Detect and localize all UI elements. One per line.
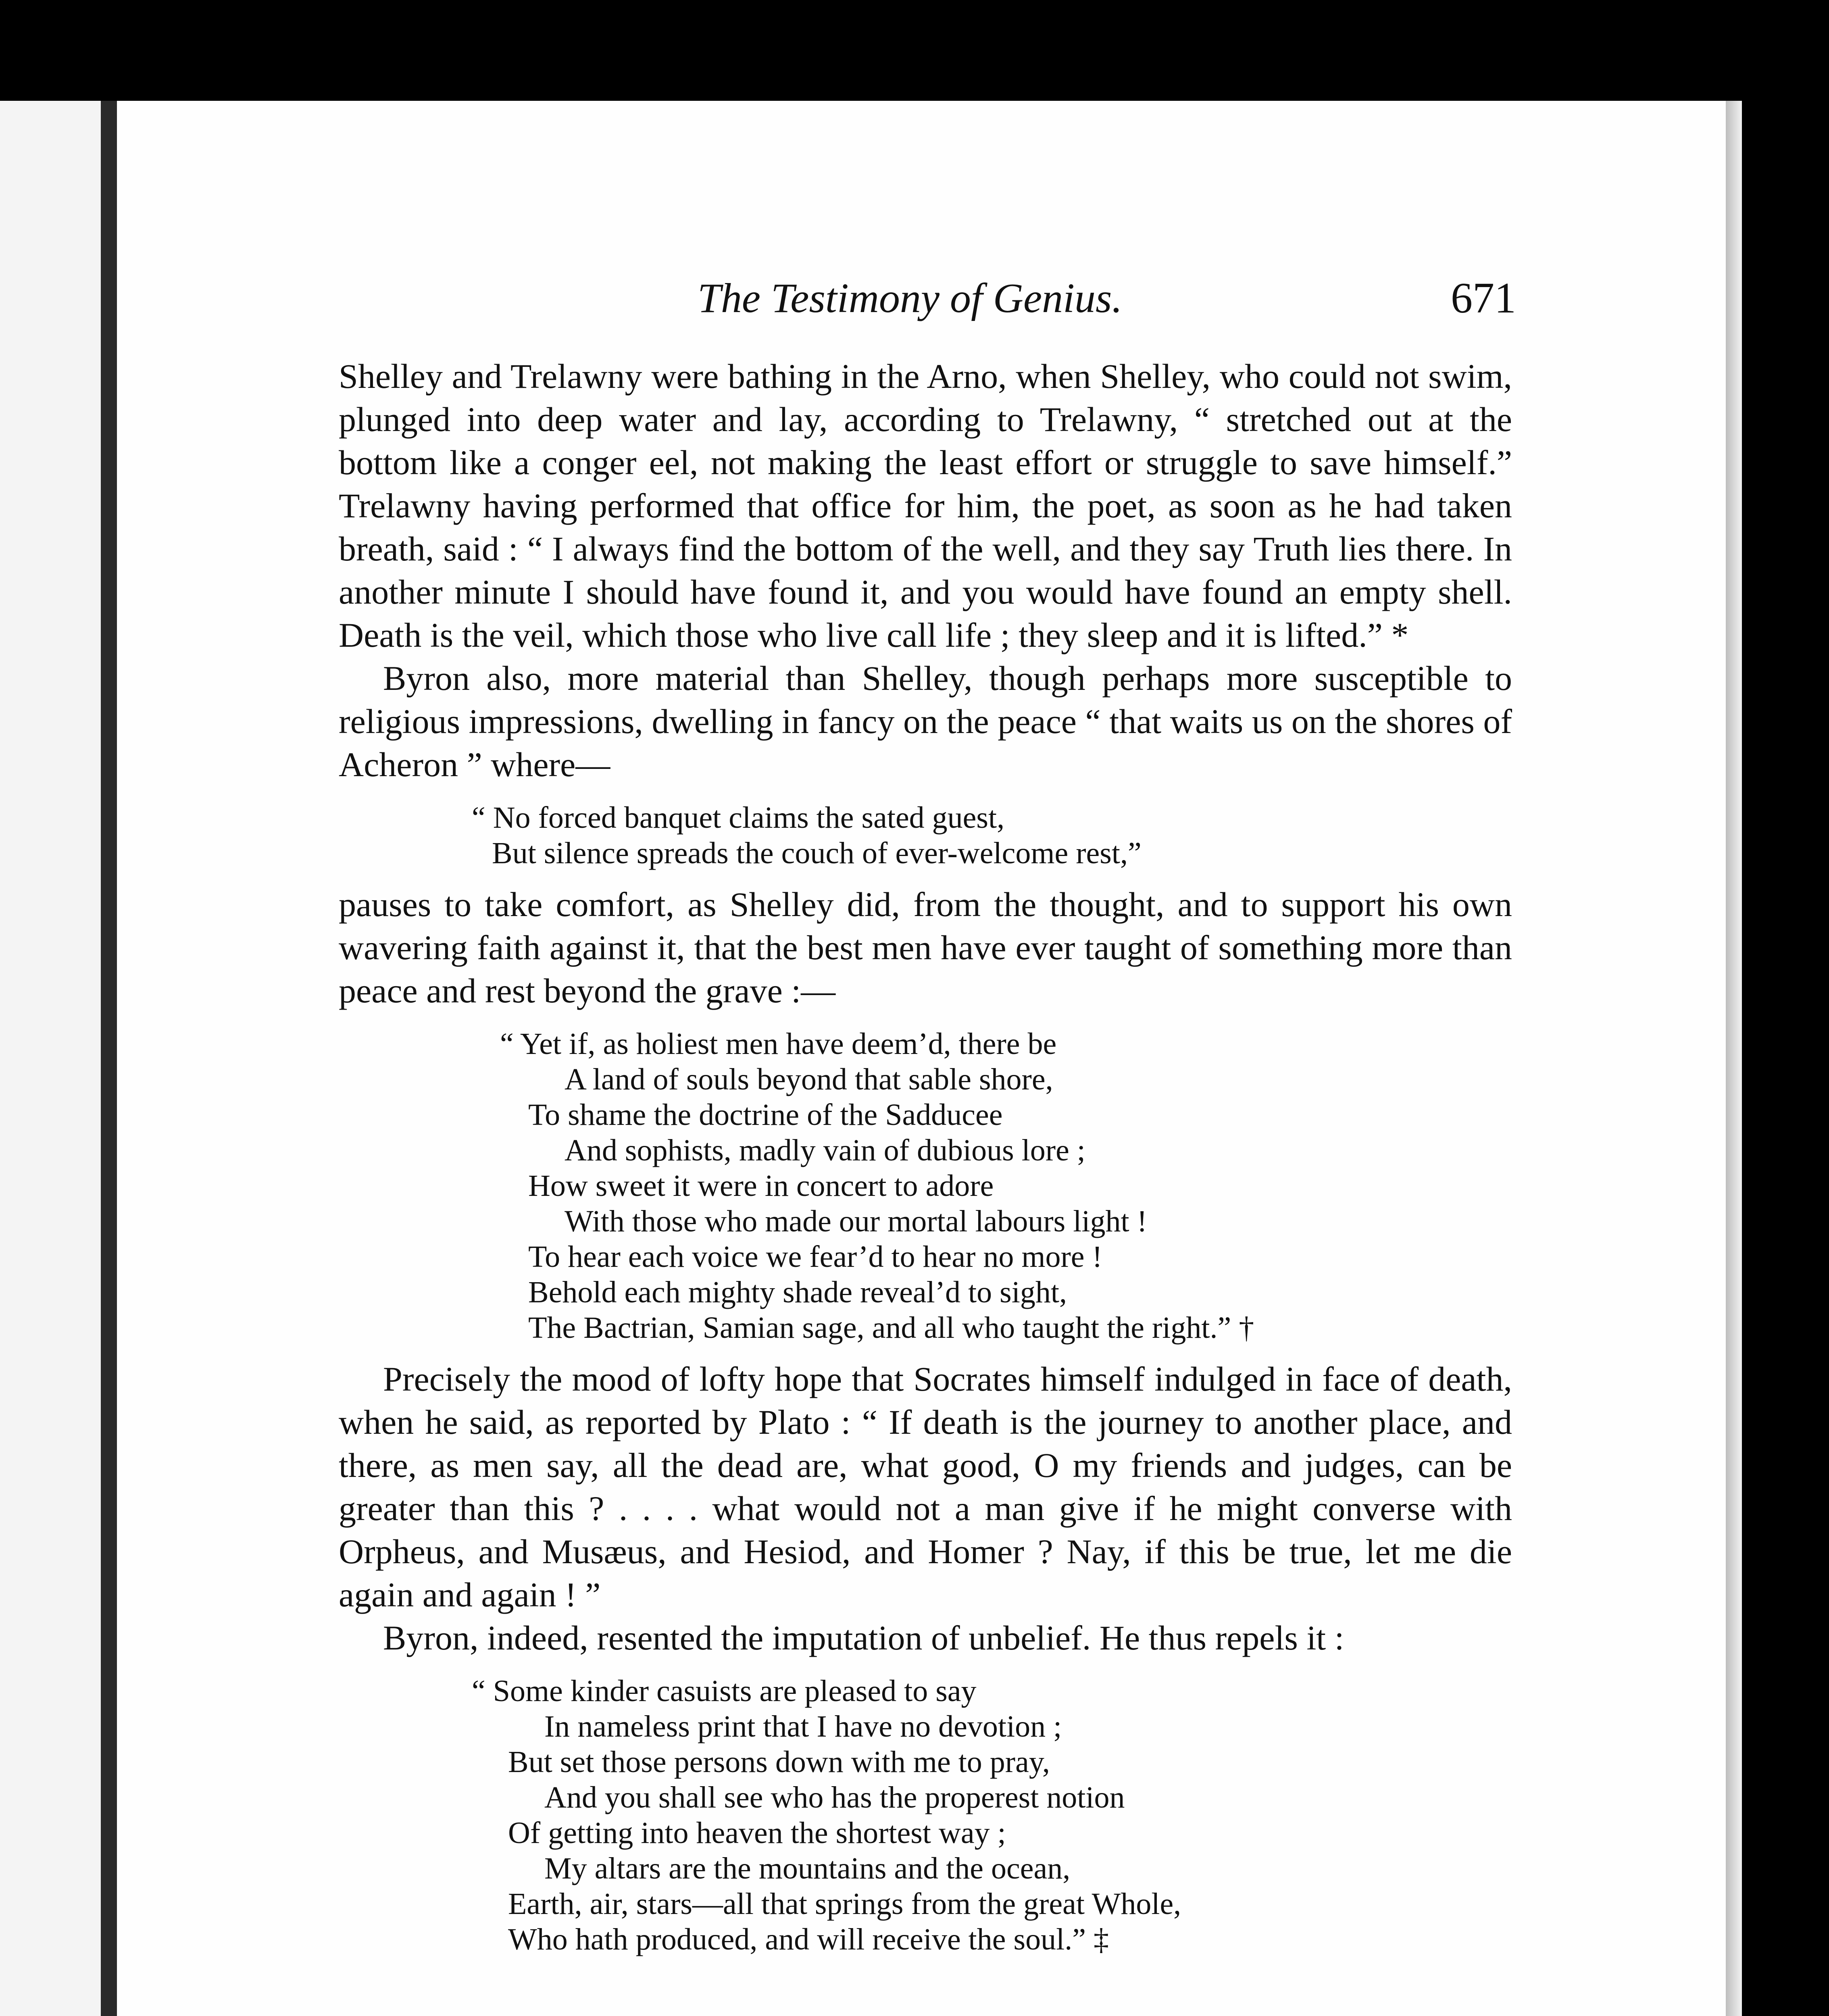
paragraph: Shelley and Trelawny were bathing in the Arno, when Shelley, who could not swim, plunged into deep water and lay, according to Trelawny, “ stretched out at the bottom like a conger eel, not making the least effort or struggle to save himself.” Trelawny having performed that office for him, the poet, as soon as he had taken breath, said : “ I always find the bottom of the well, and they say Truth lies there. In another minute I should have found it, and you would have found an empty shell. Death is the veil, which those who live call life ; they sleep and it is lifted.” * (339, 357, 1512, 654)
verse-line: And sophists, madly vain of dubious lore ; (565, 1133, 1085, 1167)
verse-line: Behold each mighty shade reveal’d to sight, (528, 1275, 1067, 1309)
verse-line: The Bactrian, Samian sage, and all who taught the right.” † (528, 1311, 1254, 1345)
verse-line: My altars are the mountains and the ocean, (544, 1851, 1071, 1885)
running-title: The Testimony of Genius. (698, 275, 1123, 321)
paragraph: Precisely the mood of lofty hope that Socrates himself indulged in face of death, when he said, as reported by Plato : “ If death is the journey to another place, and there, as men say, all the dead are, what good, O my friends and judges, can be greater than this ? . . . . what would not a man give if he might converse with Orpheus, and Musæus, and Hesiod, and Homer ? Nay, if this be true, let me die again and again ! ” (339, 1360, 1512, 1614)
verse-line: To shame the doctrine of the Sadducee (528, 1098, 1003, 1132)
page-header (581, 266, 1516, 331)
verse-line: But set those persons down with me to pray, (508, 1745, 1050, 1779)
verse-line: And you shall see who has the properest notion (544, 1781, 1125, 1814)
verse-line: “ Yet if, as holiest men have deem’d, there be (500, 1027, 1057, 1061)
verse-line: How sweet it were in concert to adore (528, 1169, 994, 1203)
verse-line: With those who made our mortal labours light ! (565, 1204, 1147, 1238)
verse-quote (500, 1026, 1512, 1345)
verse-quote (472, 800, 1512, 871)
verse-line: “ No forced banquet claims the sated guest, (472, 801, 1005, 835)
verse-line: But silence spreads the couch of ever-welcome rest,” (492, 836, 1142, 870)
verse-quote (472, 1673, 1512, 1957)
page-number: 671 (1451, 274, 1516, 322)
body-text (339, 355, 1512, 1957)
paragraph: pauses to take comfort, as Shelley did, from the thought, and to support his own wavering faith against it, that the best men have ever taught of something more than peace and rest beyond the grave :— (339, 885, 1512, 1010)
book-gutter (101, 101, 117, 2016)
verse-line: A land of souls beyond that sable shore, (565, 1062, 1053, 1096)
verse-line: “ Some kinder casuists are pleased to say (472, 1674, 977, 1708)
verse-line: Of getting into heaven the shortest way ; (508, 1816, 1006, 1850)
verse-line: In nameless print that I have no devotion ; (544, 1710, 1062, 1743)
verse-line: Who hath produced, and will receive the soul.” ‡ (508, 1922, 1109, 1956)
page-edge-shadow (1726, 101, 1742, 2016)
previous-page-edge (0, 101, 101, 2016)
verse-line: To hear each voice we fear’d to hear no more ! (528, 1240, 1102, 1274)
paragraph: Byron, indeed, resented the imputation of unbelief. He thus repels it : (383, 1618, 1344, 1657)
verse-line: Earth, air, stars—all that springs from the great Whole, (508, 1887, 1181, 1921)
paragraph: Byron also, more material than Shelley, though perhaps more susceptible to religious impressions, dwelling in fancy on the peace “ that waits us on the shores of Acheron ” where— (339, 659, 1512, 784)
